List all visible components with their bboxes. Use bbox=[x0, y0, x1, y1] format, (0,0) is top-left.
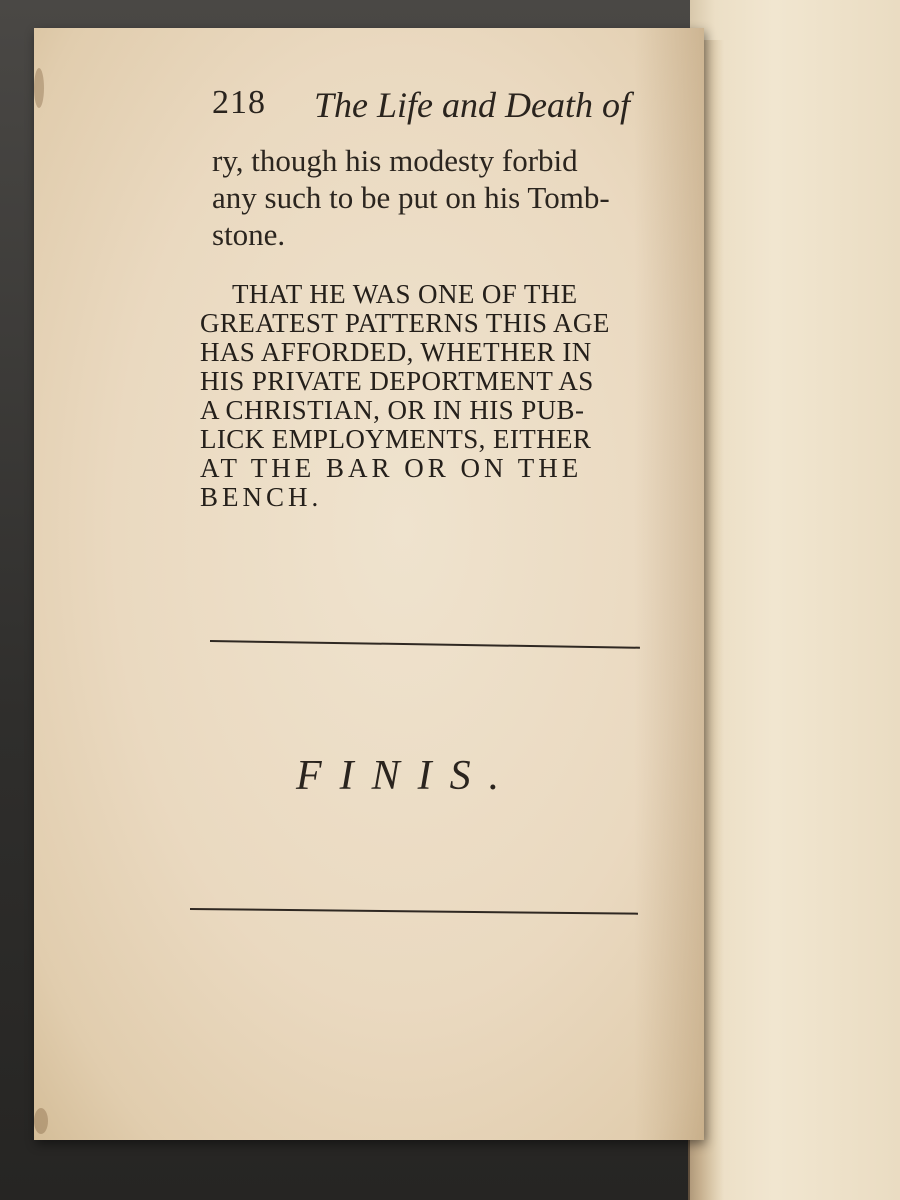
epitaph-inscription bbox=[200, 280, 670, 512]
page-number: 218 bbox=[212, 84, 266, 121]
inscription-line: HAS AFFORDED, WHETHER IN bbox=[200, 337, 592, 367]
body-text bbox=[212, 142, 677, 253]
page-stain bbox=[34, 68, 44, 108]
page-header bbox=[212, 84, 652, 144]
running-title: The Life and Death of bbox=[314, 85, 630, 125]
inscription-line: A CHRISTIAN, OR IN HIS PUB- bbox=[200, 395, 585, 425]
inscription-line: GREATEST PATTERNS THIS AGE bbox=[200, 308, 610, 338]
inscription-line: HIS PRIVATE DEPORTMENT AS bbox=[200, 366, 594, 396]
inscription-line: LICK EMPLOYMENTS, EITHER bbox=[200, 424, 592, 454]
inscription-line: THAT HE WAS ONE OF THE bbox=[232, 279, 578, 309]
finis-text: FINIS. bbox=[296, 753, 518, 799]
body-line: stone. bbox=[212, 217, 286, 252]
page-stain bbox=[34, 1108, 48, 1134]
body-line: ry, though his modesty forbid bbox=[212, 143, 578, 178]
body-line: any such to be put on his Tomb- bbox=[212, 180, 610, 215]
bleed-through-text bbox=[184, 588, 704, 1058]
inscription-line: BENCH. bbox=[200, 482, 323, 512]
inscription-line: AT THE BAR OR ON THE bbox=[200, 453, 583, 483]
